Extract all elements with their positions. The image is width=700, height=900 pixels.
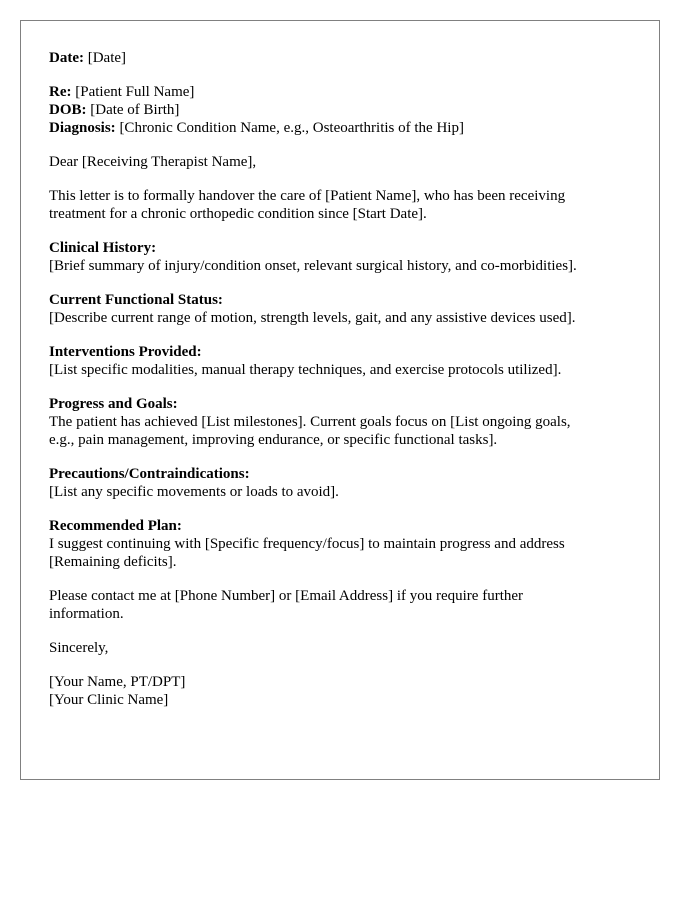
recommended-plan-text-2: [Remaining deficits]. [49, 554, 177, 570]
date-block [49, 49, 631, 67]
interventions-section [49, 343, 631, 379]
date-value: [Date] [87, 50, 127, 66]
clinical-history-text: [Brief summary of injury/condition onset, relevant surgical history, and co-morbidities]. [49, 258, 577, 274]
progress-goals-text-1: The patient has achieved [List milestones]. Current goals focus on [List ongoing goals, [49, 414, 571, 430]
closing [49, 639, 631, 657]
precautions-heading: Precautions/Contraindications: [49, 466, 250, 482]
intro-line-2: treatment for a chronic orthopedic condition since [Start Date]. [49, 206, 427, 222]
recommended-plan-heading: Recommended Plan: [49, 518, 182, 534]
date-line [49, 49, 631, 67]
contact-paragraph [49, 587, 631, 623]
contact-line-1: Please contact me at [Phone Number] or [Email Address] if you require further [49, 588, 524, 604]
recommended-plan-text-1: I suggest continuing with [Specific frequency/focus] to maintain progress and address [49, 536, 565, 552]
interventions-text: [List specific modalities, manual therapy techniques, and exercise protocols utilized]. [49, 362, 562, 378]
signature-name: [Your Name, PT/DPT] [49, 674, 186, 690]
intro-line-1: This letter is to formally handover the care of [Patient Name], who has been receiving [49, 188, 566, 204]
progress-goals-text-2: e.g., pain management, improving endurance, or specific functional tasks]. [49, 432, 498, 448]
diagnosis-value: [Chronic Condition Name, e.g., Osteoarthritis of the Hip] [119, 120, 464, 136]
functional-status-text: [Describe current range of motion, strength levels, gait, and any assistive devices used]. [49, 310, 576, 326]
dob-line [49, 101, 631, 119]
precautions-section [49, 465, 631, 501]
contact-line-2: information. [49, 606, 124, 622]
functional-status-heading: Current Functional Status: [49, 292, 223, 308]
diagnosis-label: Diagnosis: [49, 120, 116, 136]
salutation-text: Dear [Receiving Therapist Name], [49, 154, 257, 170]
clinical-history-section [49, 239, 631, 275]
functional-status-section [49, 291, 631, 327]
intro-paragraph [49, 187, 631, 223]
patient-info-block [49, 83, 631, 137]
clinical-history-heading: Clinical History: [49, 240, 157, 256]
re-label: Re: [49, 84, 72, 100]
dob-value: [Date of Birth] [90, 102, 180, 118]
progress-goals-section [49, 395, 631, 449]
closing-text: Sincerely, [49, 640, 109, 656]
interventions-heading: Interventions Provided: [49, 344, 202, 360]
progress-goals-heading: Progress and Goals: [49, 396, 178, 412]
signature-block [49, 673, 631, 709]
recommended-plan-section [49, 517, 631, 571]
salutation [49, 153, 631, 171]
signature-clinic: [Your Clinic Name] [49, 692, 169, 708]
re-line [49, 83, 631, 101]
re-value: [Patient Full Name] [75, 84, 195, 100]
dob-label: DOB: [49, 102, 87, 118]
letter-page [20, 20, 660, 780]
diagnosis-line [49, 119, 631, 137]
date-label: Date: [49, 50, 84, 66]
precautions-text: [List any specific movements or loads to avoid]. [49, 484, 339, 500]
